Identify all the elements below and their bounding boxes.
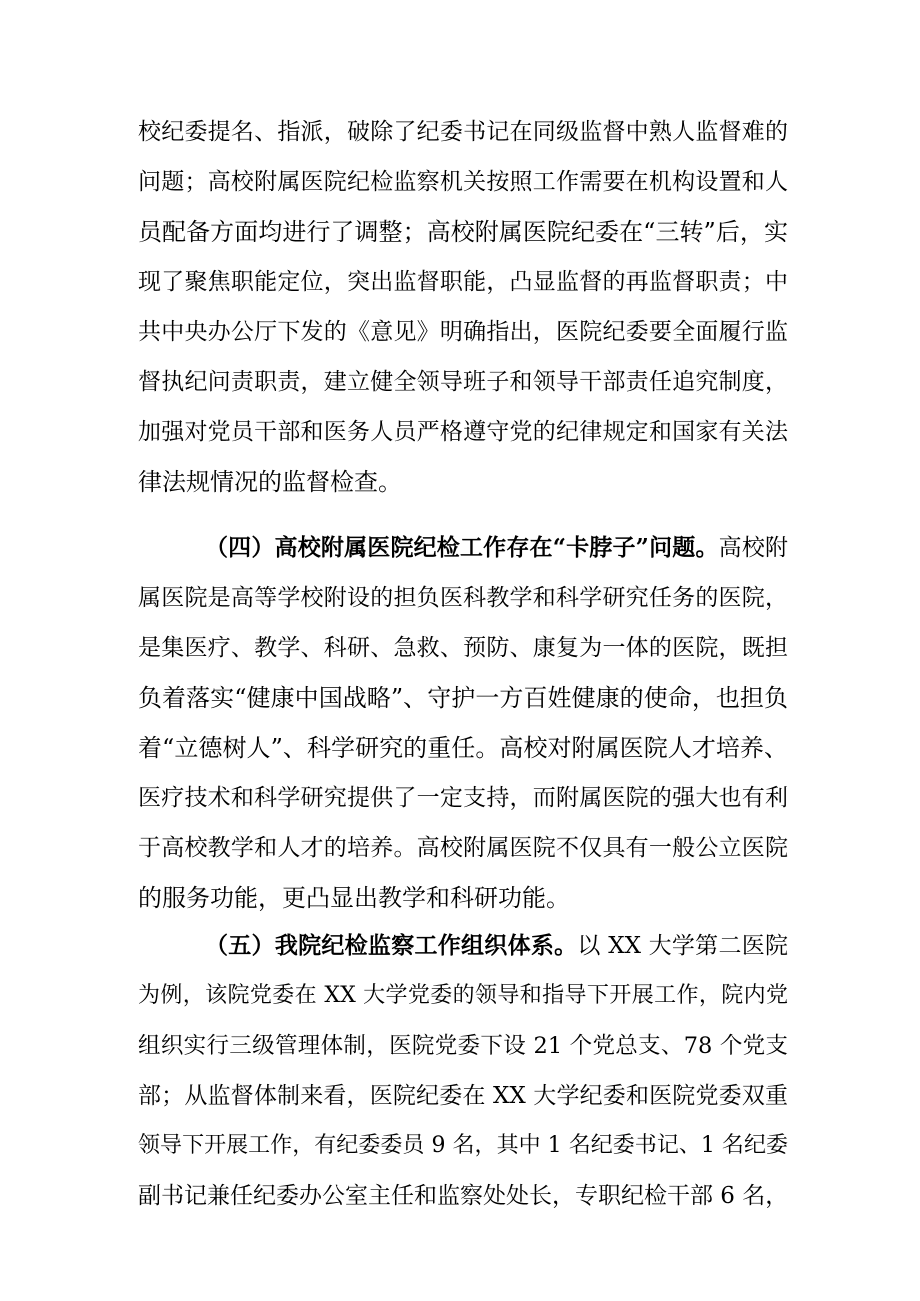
- p1-line-8: 律法规情况的监督检查。: [138, 468, 402, 496]
- p2-line-2: 属医院是高等学校附设的担负医科教学和科学研究任务的医院，: [138, 585, 788, 611]
- p3-first-line-rest: 以 XX 大学第二医院: [577, 933, 789, 959]
- p3-first-line: [205, 921, 788, 971]
- p3-line-4: 部；从监督体制来看，医院纪委在 XX 大学纪委和医院党委双重: [138, 1083, 788, 1109]
- p2-line-8: 的服务功能，更凸显出教学和科研功能。: [138, 884, 570, 912]
- p3-heading: （五）我院纪检监察工作组织体系。: [205, 932, 578, 959]
- p2-first-line: [205, 523, 788, 573]
- p1-line-2: 问题；高校附属医院纪检监察机关按照工作需要在机构设置和人: [138, 169, 788, 195]
- p3-line-2: 为例，该院党委在 XX 大学党委的领导和指导下开展工作，院内党: [138, 983, 788, 1008]
- p2-line-7: 于高校教学和人才的培养。高校附属医院不仅具有一般公立医院: [138, 835, 788, 861]
- p2-first-line-rest: 高校附: [718, 535, 789, 561]
- p2-line-3: 是集医疗、教学、科研、急救、预防、康复为一体的医院，既担: [138, 635, 788, 661]
- p1-line-3: 员配备方面均进行了调整；高校附属医院纪委在“三转”后，实: [138, 218, 788, 246]
- p2-line-5: 着“立德树人”、科学研究的重任。高校对附属医院人才培养、: [138, 734, 788, 762]
- p1-line-6: 督执纪问责职责，建立健全领导班子和领导干部责任追究制度，: [138, 369, 788, 395]
- p1-line-4: 现了聚焦职能定位，突出监督职能，凸显监督的再监督职责；中: [138, 269, 788, 295]
- p2-line-6: 医疗技术和科学研究提供了一定支持，而附属医院的强大也有利: [138, 785, 788, 811]
- p2-heading: （四）高校附属医院纪检工作存在“卡脖子”问题。: [205, 534, 719, 561]
- p3-line-6: 副书记兼任纪委办公室主任和监察处处长，专职纪检干部 6 名，: [138, 1183, 789, 1209]
- p3-line-3: 组织实行三级管理体制，医院党委下设 21 个党总支、78 个党支: [138, 1033, 788, 1059]
- p1-line-1: 校纪委提名、指派，破除了纪委书记在同级监督中熟人监督难的: [138, 119, 788, 145]
- p1-line-5: 共中央办公厅下发的《意见》明确指出，医院纪委要全面履行监: [138, 319, 788, 345]
- p3-line-5: 领导下开展工作，有纪委委员 9 名，其中 1 名纪委书记、1 名纪委: [138, 1133, 788, 1158]
- p1-line-7: 加强对党员干部和医务人员严格遵守党的纪律规定和国家有关法: [138, 419, 788, 445]
- p2-line-4: 负着落实“健康中国战略”、守护一方百姓健康的使命，也担负: [138, 684, 788, 712]
